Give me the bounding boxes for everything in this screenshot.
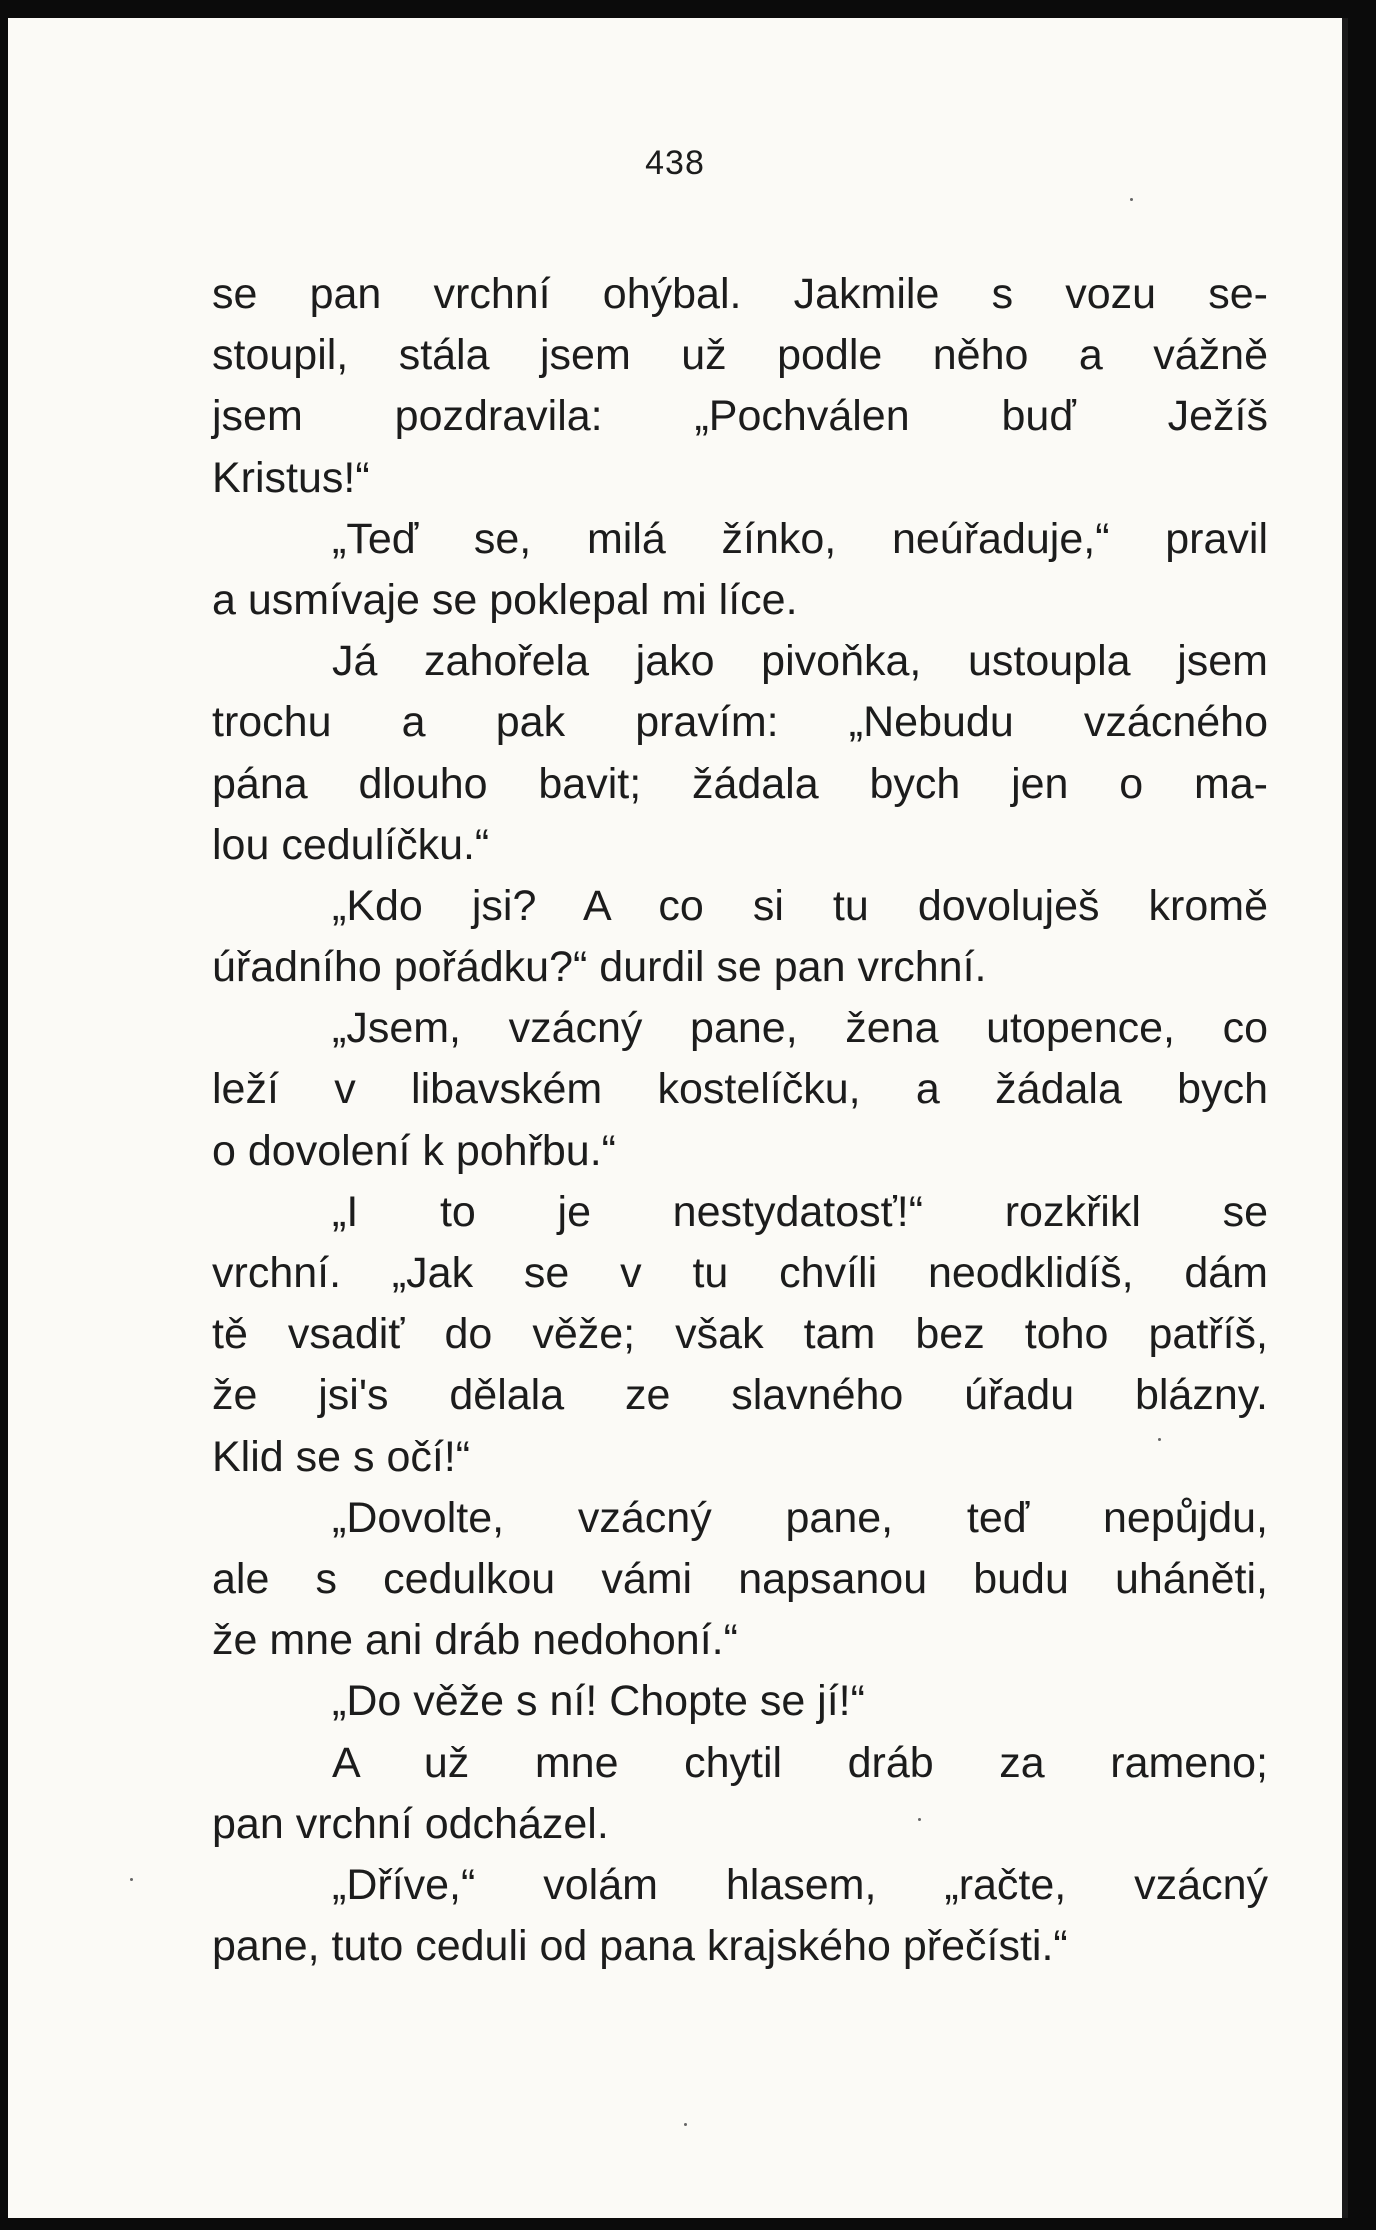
paper-speck: [130, 1878, 133, 1881]
text-line: pána dlouho bavit; žádala bych jen o ma-: [212, 759, 1268, 808]
page-number: 438: [645, 144, 705, 182]
text-line: „Jsem, vzácný pane, žena utopence, co: [332, 1004, 1268, 1053]
text-line: „I to je nestydatosť!“ rozkřikl se: [332, 1187, 1268, 1236]
paper-speck: [1130, 198, 1133, 201]
text-line: ale s cedulkou vámi napsanou budu uháněti,: [212, 1554, 1268, 1603]
text-line: že jsi's dělala ze slavného úřadu blázny.: [212, 1371, 1268, 1420]
text-line: pan vrchní odcházel.: [212, 1799, 609, 1848]
paper-speck: [918, 1818, 921, 1821]
text-line: pane, tuto ceduli od pana krajského přečísti.“: [212, 1922, 1068, 1971]
text-line: Kristus!“: [212, 453, 370, 502]
text-line: lou cedulíčku.“: [212, 820, 490, 869]
paper-speck: [1158, 1438, 1161, 1441]
text-line: jsem pozdravila: „Pochválen buď Ježíš: [212, 392, 1268, 441]
text-line: vrchní. „Jak se v tu chvíli neodklidíš, dám: [212, 1249, 1268, 1297]
text-line: „Dříve,“ volám hlasem, „račte, vzácný: [332, 1860, 1268, 1909]
text-line: o dovolení k pohřbu.“: [212, 1126, 616, 1175]
body-text: [212, 264, 1268, 1977]
paper-speck: [684, 2123, 687, 2126]
text-line: že mne ani dráb nedohoní.“: [212, 1616, 738, 1665]
text-line: „Dovolte, vzácný pane, teď nepůjdu,: [332, 1493, 1268, 1542]
text-line: „Teď se, milá žínko, neúřaduje,“ pravil: [332, 514, 1268, 563]
text-line: „Do věže s ní! Chopte se jí!“: [332, 1677, 865, 1726]
text-line: a usmívaje se poklepal mi líce.: [212, 575, 798, 624]
text-line: se pan vrchní ohýbal. Jakmile s vozu se-: [212, 270, 1268, 318]
book-page: [8, 18, 1348, 2218]
text-line: stoupil, stála jsem už podle něho a vážně: [212, 331, 1268, 380]
text-line: Já zahořela jako pivoňka, ustoupla jsem: [332, 637, 1268, 686]
text-line: Klid se s očí!“: [212, 1432, 471, 1481]
text-line: úřadního pořádku?“ durdil se pan vrchní.: [212, 943, 987, 992]
text-line: A už mne chytil dráb za rameno;: [332, 1738, 1268, 1787]
text-line: leží v libavském kostelíčku, a žádala bych: [212, 1065, 1268, 1114]
text-line: tě vsadiť do věže; však tam bez toho patříš,: [212, 1310, 1268, 1359]
text-line: trochu a pak pravím: „Nebudu vzácného: [212, 698, 1268, 747]
text-line: „Kdo jsi? A co si tu dovoluješ kromě: [332, 881, 1268, 930]
